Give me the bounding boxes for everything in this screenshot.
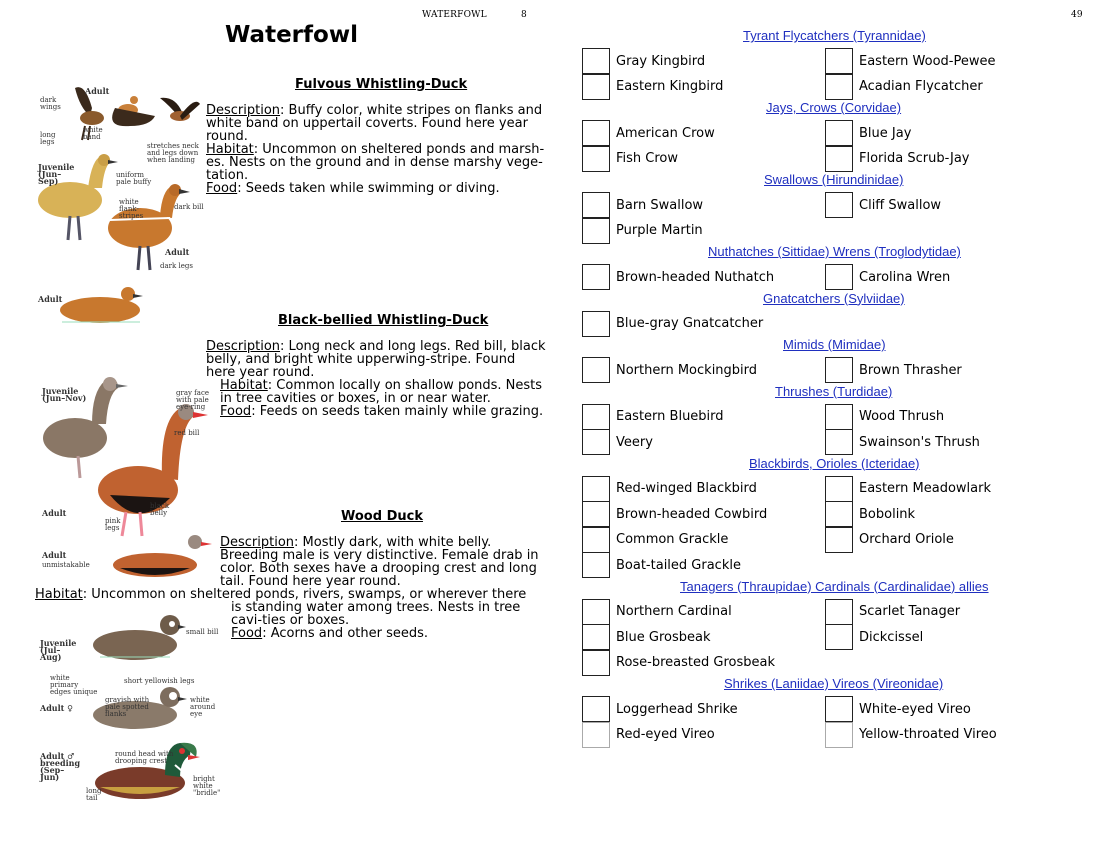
checklist-item[interactable] [582,120,715,146]
checklist-item[interactable] [582,264,774,290]
species-label: Bobolink [859,506,916,522]
caption: long tail [86,787,102,802]
caption: pink legs [105,517,121,532]
species-label: Florida Scrub-Jay [859,151,970,166]
checkbox[interactable] [825,146,853,172]
caption: Juvenile (Jun–Nov) [42,386,87,403]
checkbox[interactable] [582,311,610,337]
checkbox[interactable] [825,527,853,553]
checklist-item[interactable] [582,74,723,100]
checklist-item[interactable] [825,722,997,748]
checkbox[interactable] [582,146,610,172]
species-title: Black-bellied Whistling-Duck [278,313,489,328]
checklist-item[interactable] [582,476,757,502]
caption: Adult [42,550,67,560]
species-label: Carolina Wren [859,269,951,285]
species-label: Cliff Swallow [859,197,942,213]
species-label: Rose-breasted Grosbeak [616,655,775,670]
checkbox[interactable] [582,74,610,100]
checkbox[interactable] [825,722,853,748]
species-label: Acadian Flycatcher [859,79,983,94]
species-block-wood-duck-habitat [35,588,530,640]
standing-duck-adult [108,184,190,270]
caption: dark wings [40,96,61,111]
checklist-item[interactable] [825,192,941,218]
checkbox[interactable] [825,120,853,146]
checkbox[interactable] [582,722,610,748]
species-label: Brown-headed Cowbird [616,506,768,522]
checklist-item[interactable] [582,357,757,383]
checkbox[interactable] [582,429,610,455]
caption: long legs [40,131,56,146]
checklist-item[interactable] [582,599,732,625]
habitat: Habitat: Common locally on shallow ponds. Nests in tree cavities or boxes, in or near water. [220,378,543,406]
checklist-item[interactable] [825,404,944,430]
family-heading: Swallows (Hirundinidae) [764,172,904,187]
species-label: Red-winged Blackbird [616,481,757,496]
species-label: Scarlet Tanager [859,604,961,619]
species-label: Orchard Oriole [859,532,954,547]
species-label: Loggerhead Shrike [616,701,738,717]
checkbox[interactable] [582,120,610,146]
checkbox[interactable] [825,429,853,455]
checkbox[interactable] [582,650,610,676]
species-label: Red-eyed Vireo [616,727,715,742]
caption: Adult [85,86,110,96]
species-block-wood-duck-description [220,536,540,588]
flying-duck-right [160,98,200,121]
checkbox[interactable] [825,501,853,527]
checklist-item[interactable] [582,501,767,527]
checklist-item[interactable] [825,624,923,650]
checkbox[interactable] [825,696,853,722]
caption: Adult [165,247,190,257]
caption: white primary edges unique [50,674,98,696]
species-label: Brown-headed Nuthatch [616,269,775,285]
family-heading: Tyrant Flycatchers (Tyrannidae) [743,28,926,43]
habitat: Habitat: Uncommon on sheltered ponds and marsh-es. Nests on the ground and in dense marshy vege-tation. [206,142,545,183]
checkbox[interactable] [825,476,853,502]
caption: grayish with pale spotted flanks [105,696,150,718]
checklist-item[interactable] [825,357,962,383]
caption: red bill [174,429,200,437]
caption: white around eye [190,696,216,718]
food: Food: Feeds on seeds taken mainly while grazing. [220,404,544,419]
species-label: Northern Mockingbird [616,362,758,378]
description: Description: Buffy color, white stripes on flanks and white band on uppertail coverts. Found here year round. [206,103,543,144]
description: Description: Mostly dark, with white belly. Breeding male is very distinctive. Female drab in color. Both sexes have a drooping crest and long tail. Found here year round. [220,535,539,589]
checkbox[interactable] [582,218,610,244]
checkbox[interactable] [825,48,853,74]
caption: unmistakable [42,561,90,569]
species-label: Fish Crow [616,151,679,166]
checklist-item[interactable] [825,599,960,625]
caption: black belly [150,502,170,517]
checklist-item[interactable] [825,48,995,74]
checkbox[interactable] [825,404,853,430]
checkbox[interactable] [582,192,610,218]
species-label: American Crow [616,125,715,141]
checkbox[interactable] [582,527,610,553]
checklist-item[interactable] [582,624,711,650]
checklist-item[interactable] [825,696,971,722]
species-label: Swainson's Thrush [859,434,980,450]
species-label: Veery [616,434,653,450]
running-head-section: WATERFOWL [422,10,487,20]
checkbox[interactable] [582,476,610,502]
checkbox[interactable] [582,404,610,430]
checklist-item[interactable] [582,218,703,244]
caption: Adult ♂ breeding (Sep–Jun) [40,751,81,782]
species-label: Eastern Meadowlark [859,481,992,496]
caption: dark bill [174,203,204,211]
checklist-item[interactable] [582,429,653,455]
species-label: White-eyed Vireo [859,701,971,717]
checklist-item[interactable] [825,146,970,172]
family-heading: Jays, Crows (Corvidae) [766,100,902,115]
species-label: Wood Thrush [859,409,945,424]
caption: Juvenile (Jul–Aug) [40,638,77,662]
checklist-item[interactable] [825,120,911,146]
checkbox[interactable] [582,48,610,74]
checkbox[interactable] [582,599,610,625]
caption: uniform pale buffy [116,171,152,186]
checkbox[interactable] [582,552,610,578]
species-label: Northern Cardinal [616,604,732,619]
swimming-duck [113,535,212,577]
species-label: Boat-tailed Grackle [616,557,741,573]
caption: stretches neck and legs down when landing [147,142,199,164]
species-block-fulvous [206,104,546,195]
species-label: Common Grackle [616,532,729,547]
caption: small bill [186,628,219,636]
caption: dark legs [160,262,193,270]
checkbox[interactable] [825,74,853,100]
checkbox[interactable] [825,192,853,218]
right-page-number: 49 [1071,10,1083,20]
left-page-number: 8 [521,10,527,20]
checklist-item[interactable] [825,527,954,553]
checkbox[interactable] [582,264,610,290]
checkbox[interactable] [825,624,853,650]
checklist-item[interactable] [825,74,983,100]
checklist-item[interactable] [825,476,991,502]
caption: short yellowish legs [124,677,195,685]
species-label: Barn Swallow [616,197,704,213]
species-title: Fulvous Whistling-Duck [295,77,468,92]
species-label: Gray Kingbird [616,53,706,69]
flying-duck-middle [112,96,155,126]
description: Description: Long neck and long legs. Red bill, black belly, and bright white upperwing-stripe. Found here year round. [206,339,546,380]
family-heading: Shrikes (Laniidae) Vireos (Vireonidae) [724,676,944,691]
family-heading: Tanagers (Thraupidae) Cardinals (Cardinalidae) allies [680,578,989,594]
checkbox[interactable] [582,357,610,383]
checkbox[interactable] [825,599,853,625]
checkbox[interactable] [582,696,610,722]
food: Food: Acorns and other seeds. [231,626,429,641]
caption: Juvenile (Jun–Sep) [38,162,75,186]
habitat: Habitat: Uncommon on sheltered ponds, rivers, swamps, or wherever there is standing water among trees. Nests in tree cavi-ties or boxes. [35,587,527,628]
checklist-item[interactable] [582,146,678,172]
species-label: Eastern Bluebird [616,409,724,424]
family-heading: Mimids (Mimidae) [783,337,886,352]
caption: white flank-stripes [119,198,144,220]
checkbox[interactable] [825,264,853,290]
caption: Adult [38,294,63,304]
checklist-item[interactable] [582,48,705,74]
checklist-item[interactable] [582,311,763,337]
family-heading: Gnatcatchers (Sylviidae) [763,290,905,306]
checkbox[interactable] [582,624,610,650]
species-block-black-bellied [206,340,546,418]
species-label: Eastern Wood-Pewee [859,53,996,69]
checklist-item[interactable] [582,696,738,722]
caption: bright white "bridle" [193,775,221,797]
family-heading: Blackbirds, Orioles (Icteridae) [749,455,920,471]
caption: Adult ♀ [40,703,73,713]
caption: round head with drooping crest [115,750,174,765]
food: Food: Seeds taken while swimming or diving. [206,181,500,196]
caption: Adult [42,508,67,518]
species-label: Brown Thrasher [859,362,962,378]
family-heading: Thrushes (Turdidae) [775,383,893,399]
checklist-item[interactable] [825,264,950,290]
checklist-item[interactable] [582,192,703,218]
checklist-item[interactable] [825,501,915,527]
species-label: Purple Martin [616,223,703,238]
family-heading: Nuthatches (Sittidae) Wrens (Troglodytidae) [708,244,961,259]
checklist-item[interactable] [582,722,715,748]
checklist-item[interactable] [582,527,728,553]
swimming-duck-adult [60,287,143,323]
checklist-item[interactable] [582,552,741,578]
species-label: Blue-gray Gnatcatcher [616,316,764,331]
species-label: Blue Grosbeak [616,629,711,645]
checklist-item[interactable] [582,404,724,430]
species-label: Yellow-throated Vireo [859,727,997,742]
checkbox[interactable] [582,501,610,527]
checklist-item[interactable] [582,650,775,676]
species-label: Blue Jay [859,125,912,141]
species-title: Wood Duck [341,509,423,524]
caption: white band [83,126,103,141]
caption: gray face with pale eye-ring [176,389,210,411]
species-label: Dickcissel [859,629,924,645]
page-title: Waterfowl [225,22,358,48]
checkbox[interactable] [825,357,853,383]
species-label: Eastern Kingbird [616,79,724,94]
checklist-item[interactable] [825,429,980,455]
